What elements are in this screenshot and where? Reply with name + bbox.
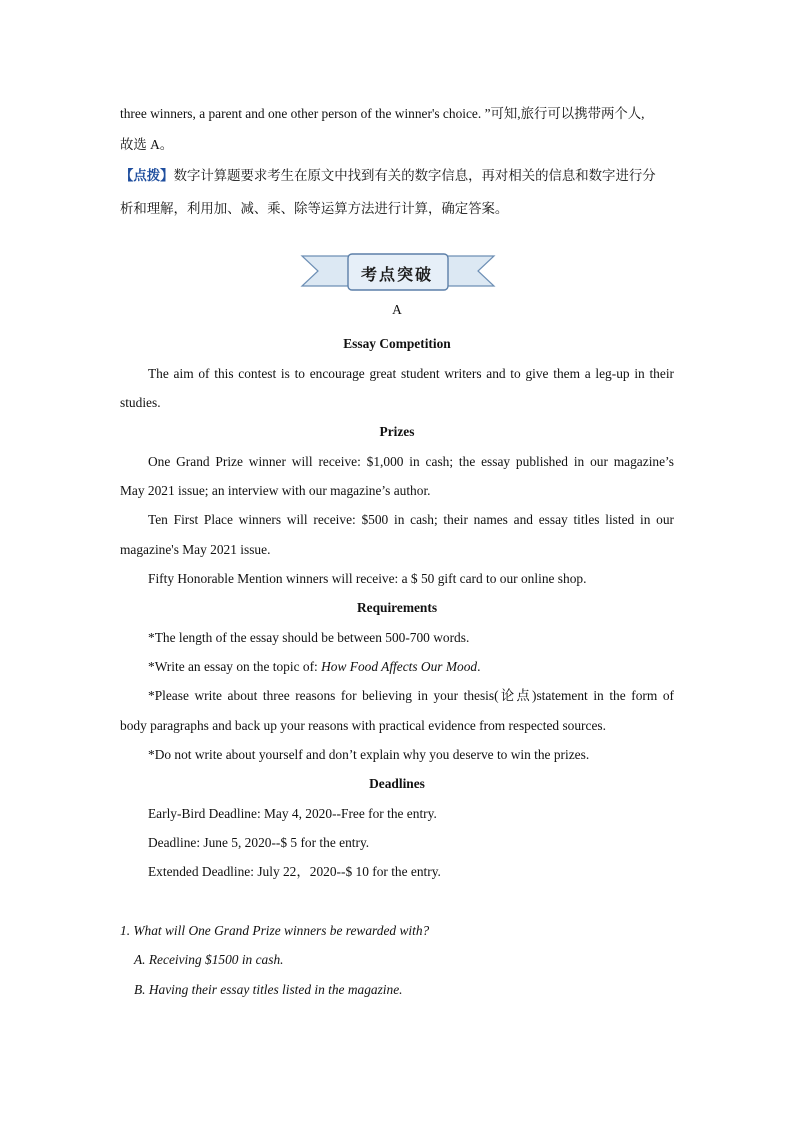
deadlines-heading: Deadlines (369, 776, 425, 791)
option-a: A. Receiving $1500 in cash. (134, 952, 284, 967)
requirement-3-line-1: *Please write about three reasons for believing in your thesis(论点)statement in the form of (148, 688, 674, 703)
option-b: B. Having their essay titles listed in the magazine. (134, 982, 403, 997)
requirement-2-prefix: *Write an essay on the topic of: (148, 659, 322, 674)
aim-line-2: studies. (120, 395, 161, 410)
section-letter: A (392, 302, 402, 317)
question-stem: 1. What will One Grand Prize winners be rewarded with? (120, 923, 430, 938)
intro-line-2: 故选 A。 (120, 137, 174, 152)
intro-line-1: three winners, a parent and one other person of the winner's choice. ”可知,旅行可以携带两个人, (120, 106, 645, 121)
tip-line-1 (120, 166, 674, 186)
tip-line-2: 析和理解，利用加、减、乘、除等运算方法进行计算，确定答案。 (120, 201, 509, 216)
requirement-4: *Do not write about yourself and don’t explain why you deserve to win the prizes. (148, 747, 590, 762)
honorable-mention-line: Fifty Honorable Mention winners will receive: a $ 50 gift card to our online shop. (148, 571, 587, 586)
deadline-regular: Deadline: June 5, 2020--$ 5 for the entry. (148, 835, 370, 850)
requirements-heading: Requirements (356, 600, 438, 615)
tip-label: 【点拨】 (120, 168, 174, 183)
grand-prize-line-2: May 2021 issue; an interview with our magazine’s author. (120, 483, 431, 498)
requirement-2 (148, 657, 674, 677)
first-place-line-1: Ten First Place winners will receive: $500 in cash; their names and essay titles listed in our (148, 512, 674, 527)
requirement-2-suffix: . (477, 659, 481, 674)
tip-text-1: 数字计算题要求考生在原文中找到有关的数字信息，再对相关的信息和数字进行分 (173, 168, 656, 183)
banner-title: 考点突破 (360, 265, 433, 284)
essay-title: Essay Competition (343, 336, 451, 351)
aim-line-1: The aim of this contest is to encourage great student writers and to give them a leg-up in their (148, 366, 674, 381)
deadline-early-bird: Early-Bird Deadline: May 4, 2020--Free for the entry. (148, 806, 437, 821)
requirement-3-line-2: body paragraphs and back up your reasons with practical evidence from respected sources. (120, 718, 606, 733)
deadline-extended: Extended Deadline: July 22，2020--$ 10 for the entry. (148, 864, 441, 879)
first-place-line-2: magazine's May 2021 issue. (120, 542, 271, 557)
essay-topic: How Food Affects Our Mood (321, 659, 478, 674)
prizes-heading: Prizes (379, 424, 415, 439)
requirement-1: *The length of the essay should be between 500-700 words. (148, 630, 470, 645)
grand-prize-line-1: One Grand Prize winner will receive: $1,000 in cash; the essay published in our magazine’s (148, 454, 674, 469)
